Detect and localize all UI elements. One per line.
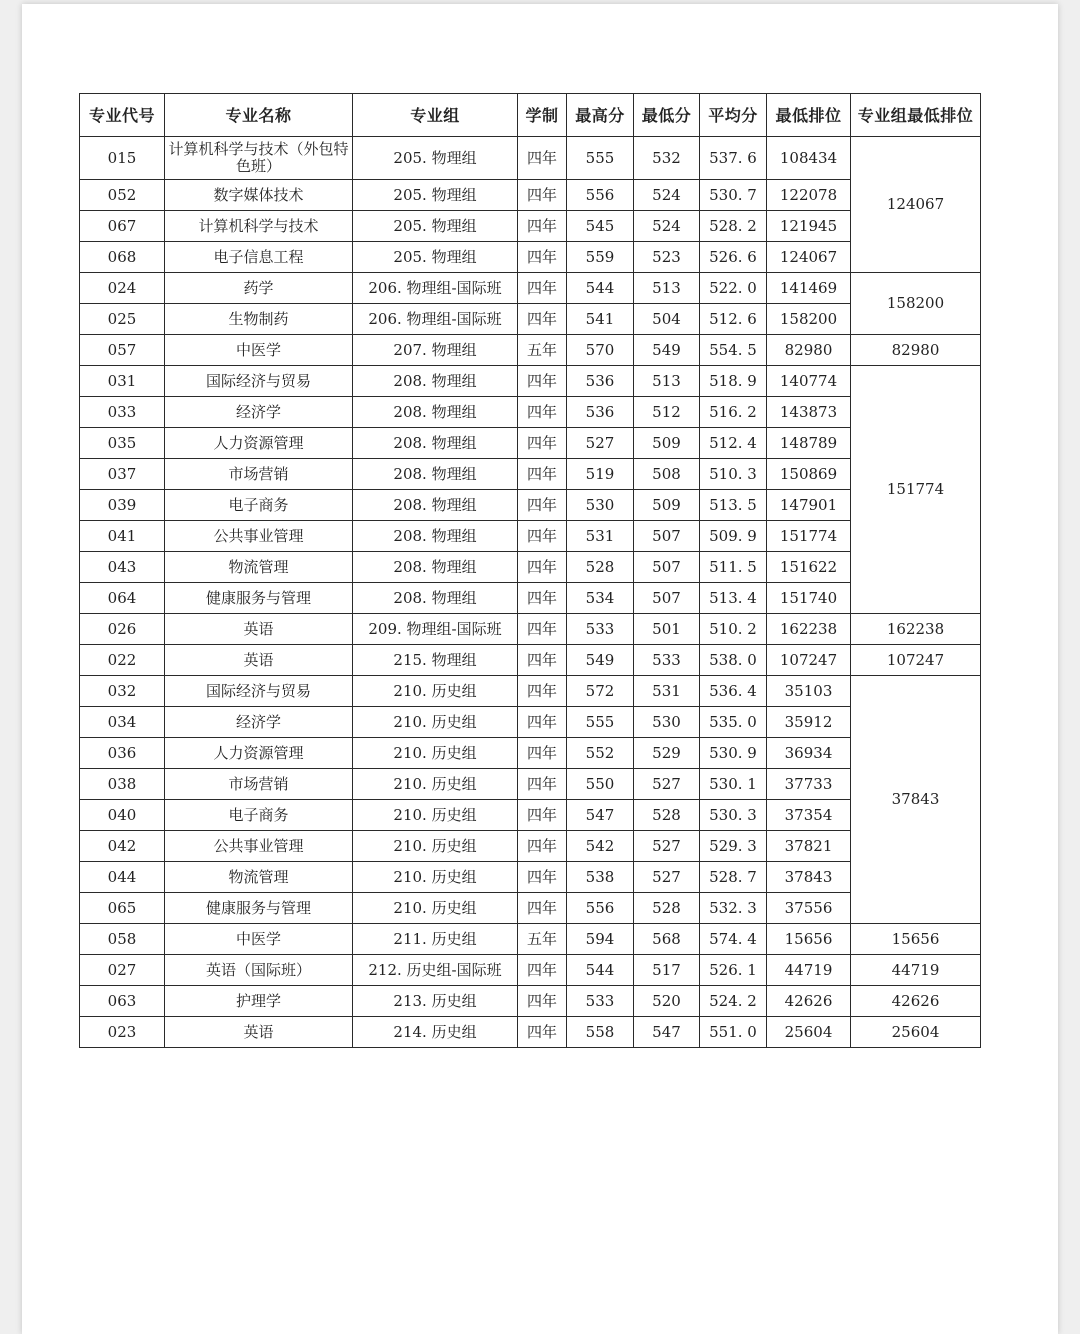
cell-major-code: 043 xyxy=(80,552,165,583)
cell-major-name: 数字媒体技术 xyxy=(165,180,353,211)
cell-duration: 四年 xyxy=(518,614,567,645)
cell-major-group: 209. 物理组-国际班 xyxy=(353,614,518,645)
cell-duration: 四年 xyxy=(518,583,567,614)
cell-major-group: 210. 历史组 xyxy=(353,676,518,707)
cell-min-score: 527 xyxy=(634,862,700,893)
cell-group-min-rank: 25604 xyxy=(851,1017,981,1048)
cell-max-score: 555 xyxy=(567,137,634,180)
cell-major-name: 药学 xyxy=(165,273,353,304)
cell-max-score: 558 xyxy=(567,1017,634,1048)
header-max-score: 最高分 xyxy=(567,94,634,137)
cell-min-score: 530 xyxy=(634,707,700,738)
cell-major-code: 039 xyxy=(80,490,165,521)
cell-min-rank: 148789 xyxy=(767,428,851,459)
cell-major-code: 065 xyxy=(80,893,165,924)
cell-major-name: 市场营销 xyxy=(165,459,353,490)
cell-avg-score: 510. 2 xyxy=(700,614,767,645)
table-row xyxy=(80,862,981,893)
cell-duration: 四年 xyxy=(518,769,567,800)
header-major-group: 专业组 xyxy=(353,94,518,137)
cell-major-code: 058 xyxy=(80,924,165,955)
cell-major-code: 032 xyxy=(80,676,165,707)
cell-duration: 四年 xyxy=(518,180,567,211)
cell-max-score: 536 xyxy=(567,397,634,428)
cell-min-score: 549 xyxy=(634,335,700,366)
cell-duration: 四年 xyxy=(518,831,567,862)
cell-major-code: 037 xyxy=(80,459,165,490)
cell-avg-score: 513. 4 xyxy=(700,583,767,614)
cell-max-score: 556 xyxy=(567,180,634,211)
cell-duration: 四年 xyxy=(518,862,567,893)
cell-major-code: 034 xyxy=(80,707,165,738)
cell-duration: 四年 xyxy=(518,986,567,1017)
cell-avg-score: 551. 0 xyxy=(700,1017,767,1048)
cell-major-group: 212. 历史组-国际班 xyxy=(353,955,518,986)
cell-max-score: 530 xyxy=(567,490,634,521)
cell-major-code: 041 xyxy=(80,521,165,552)
cell-major-code: 057 xyxy=(80,335,165,366)
cell-avg-score: 530. 7 xyxy=(700,180,767,211)
cell-max-score: 534 xyxy=(567,583,634,614)
cell-min-rank: 37733 xyxy=(767,769,851,800)
cell-avg-score: 526. 1 xyxy=(700,955,767,986)
header-duration: 学制 xyxy=(518,94,567,137)
cell-min-score: 508 xyxy=(634,459,700,490)
cell-major-code: 064 xyxy=(80,583,165,614)
cell-avg-score: 538. 0 xyxy=(700,645,767,676)
cell-max-score: 533 xyxy=(567,986,634,1017)
cell-group-min-rank: 107247 xyxy=(851,645,981,676)
cell-max-score: 542 xyxy=(567,831,634,862)
cell-major-name: 中医学 xyxy=(165,335,353,366)
cell-duration: 四年 xyxy=(518,137,567,180)
cell-group-min-rank: 42626 xyxy=(851,986,981,1017)
cell-min-rank: 162238 xyxy=(767,614,851,645)
cell-max-score: 559 xyxy=(567,242,634,273)
cell-avg-score: 530. 1 xyxy=(700,769,767,800)
cell-avg-score: 537. 6 xyxy=(700,137,767,180)
cell-major-name: 国际经济与贸易 xyxy=(165,366,353,397)
cell-min-rank: 82980 xyxy=(767,335,851,366)
table-row xyxy=(80,366,981,397)
cell-min-rank: 37354 xyxy=(767,800,851,831)
cell-major-group: 208. 物理组 xyxy=(353,459,518,490)
cell-duration: 四年 xyxy=(518,707,567,738)
cell-major-code: 022 xyxy=(80,645,165,676)
cell-max-score: 556 xyxy=(567,893,634,924)
table-row xyxy=(80,955,981,986)
cell-max-score: 533 xyxy=(567,614,634,645)
cell-avg-score: 518. 9 xyxy=(700,366,767,397)
table-row xyxy=(80,676,981,707)
cell-avg-score: 526. 6 xyxy=(700,242,767,273)
cell-max-score: 536 xyxy=(567,366,634,397)
cell-major-group: 207. 物理组 xyxy=(353,335,518,366)
cell-major-code: 036 xyxy=(80,738,165,769)
cell-group-min-rank: 82980 xyxy=(851,335,981,366)
cell-major-group: 210. 历史组 xyxy=(353,893,518,924)
cell-min-score: 509 xyxy=(634,428,700,459)
cell-min-score: 533 xyxy=(634,645,700,676)
cell-avg-score: 522. 0 xyxy=(700,273,767,304)
table-row xyxy=(80,1017,981,1048)
cell-max-score: 541 xyxy=(567,304,634,335)
cell-major-name: 英语（国际班） xyxy=(165,955,353,986)
cell-min-rank: 107247 xyxy=(767,645,851,676)
cell-min-score: 517 xyxy=(634,955,700,986)
cell-major-name: 英语 xyxy=(165,1017,353,1048)
cell-major-code: 063 xyxy=(80,986,165,1017)
cell-duration: 四年 xyxy=(518,397,567,428)
cell-major-name: 经济学 xyxy=(165,707,353,738)
cell-major-name: 计算机科学与技术（外包特色班） xyxy=(165,137,353,180)
table-row xyxy=(80,738,981,769)
cell-min-rank: 141469 xyxy=(767,273,851,304)
table-row xyxy=(80,428,981,459)
cell-major-group: 208. 物理组 xyxy=(353,583,518,614)
header-avg-score: 平均分 xyxy=(700,94,767,137)
cell-duration: 四年 xyxy=(518,552,567,583)
cell-major-code: 026 xyxy=(80,614,165,645)
cell-major-name: 物流管理 xyxy=(165,862,353,893)
cell-major-group: 208. 物理组 xyxy=(353,552,518,583)
cell-min-score: 507 xyxy=(634,521,700,552)
cell-max-score: 547 xyxy=(567,800,634,831)
cell-major-group: 205. 物理组 xyxy=(353,211,518,242)
cell-major-group: 208. 物理组 xyxy=(353,490,518,521)
cell-major-group: 210. 历史组 xyxy=(353,738,518,769)
cell-avg-score: 512. 6 xyxy=(700,304,767,335)
cell-major-group: 210. 历史组 xyxy=(353,707,518,738)
table-row xyxy=(80,211,981,242)
table-row xyxy=(80,924,981,955)
table-row xyxy=(80,831,981,862)
cell-min-rank: 35103 xyxy=(767,676,851,707)
cell-min-score: 501 xyxy=(634,614,700,645)
cell-duration: 四年 xyxy=(518,676,567,707)
cell-min-rank: 35912 xyxy=(767,707,851,738)
cell-min-score: 528 xyxy=(634,893,700,924)
cell-avg-score: 516. 2 xyxy=(700,397,767,428)
cell-avg-score: 530. 3 xyxy=(700,800,767,831)
cell-min-rank: 158200 xyxy=(767,304,851,335)
cell-duration: 四年 xyxy=(518,738,567,769)
cell-max-score: 549 xyxy=(567,645,634,676)
cell-major-group: 206. 物理组-国际班 xyxy=(353,304,518,335)
cell-max-score: 572 xyxy=(567,676,634,707)
cell-min-rank: 121945 xyxy=(767,211,851,242)
cell-min-rank: 143873 xyxy=(767,397,851,428)
cell-min-score: 529 xyxy=(634,738,700,769)
cell-major-group: 205. 物理组 xyxy=(353,242,518,273)
table-row xyxy=(80,137,981,180)
header-major-name: 专业名称 xyxy=(165,94,353,137)
cell-group-min-rank: 151774 xyxy=(851,366,981,614)
header-major-code: 专业代号 xyxy=(80,94,165,137)
cell-avg-score: 536. 4 xyxy=(700,676,767,707)
cell-group-min-rank: 44719 xyxy=(851,955,981,986)
cell-major-code: 038 xyxy=(80,769,165,800)
cell-min-rank: 25604 xyxy=(767,1017,851,1048)
cell-min-rank: 150869 xyxy=(767,459,851,490)
cell-major-code: 027 xyxy=(80,955,165,986)
cell-min-score: 527 xyxy=(634,831,700,862)
cell-major-name: 健康服务与管理 xyxy=(165,893,353,924)
table-row xyxy=(80,800,981,831)
cell-major-name: 电子商务 xyxy=(165,490,353,521)
cell-avg-score: 574. 4 xyxy=(700,924,767,955)
cell-group-min-rank: 37843 xyxy=(851,676,981,924)
cell-major-name: 经济学 xyxy=(165,397,353,428)
cell-min-score: 509 xyxy=(634,490,700,521)
table-row xyxy=(80,769,981,800)
cell-duration: 四年 xyxy=(518,428,567,459)
cell-min-score: 507 xyxy=(634,552,700,583)
cell-max-score: 527 xyxy=(567,428,634,459)
cell-major-name: 健康服务与管理 xyxy=(165,583,353,614)
table-header-row xyxy=(80,94,981,137)
table-row xyxy=(80,397,981,428)
cell-major-group: 210. 历史组 xyxy=(353,769,518,800)
cell-max-score: 528 xyxy=(567,552,634,583)
cell-avg-score: 528. 7 xyxy=(700,862,767,893)
cell-major-name: 英语 xyxy=(165,645,353,676)
cell-duration: 四年 xyxy=(518,893,567,924)
cell-min-score: 504 xyxy=(634,304,700,335)
table-row xyxy=(80,335,981,366)
cell-duration: 四年 xyxy=(518,366,567,397)
cell-duration: 四年 xyxy=(518,800,567,831)
cell-major-group: 208. 物理组 xyxy=(353,397,518,428)
cell-min-rank: 147901 xyxy=(767,490,851,521)
cell-major-name: 护理学 xyxy=(165,986,353,1017)
cell-major-group: 215. 物理组 xyxy=(353,645,518,676)
cell-group-min-rank: 162238 xyxy=(851,614,981,645)
table-row xyxy=(80,242,981,273)
table-row xyxy=(80,583,981,614)
cell-major-code: 023 xyxy=(80,1017,165,1048)
cell-major-code: 035 xyxy=(80,428,165,459)
cell-duration: 四年 xyxy=(518,242,567,273)
cell-max-score: 594 xyxy=(567,924,634,955)
cell-major-group: 206. 物理组-国际班 xyxy=(353,273,518,304)
cell-major-name: 电子商务 xyxy=(165,800,353,831)
cell-major-group: 205. 物理组 xyxy=(353,137,518,180)
header-min-rank: 最低排位 xyxy=(767,94,851,137)
table-row xyxy=(80,986,981,1017)
cell-avg-score: 513. 5 xyxy=(700,490,767,521)
cell-max-score: 550 xyxy=(567,769,634,800)
cell-major-name: 人力资源管理 xyxy=(165,428,353,459)
cell-min-rank: 37556 xyxy=(767,893,851,924)
cell-major-name: 国际经济与贸易 xyxy=(165,676,353,707)
cell-min-rank: 37843 xyxy=(767,862,851,893)
cell-major-group: 208. 物理组 xyxy=(353,521,518,552)
cell-major-group: 210. 历史组 xyxy=(353,862,518,893)
cell-avg-score: 528. 2 xyxy=(700,211,767,242)
cell-min-rank: 140774 xyxy=(767,366,851,397)
cell-min-rank: 122078 xyxy=(767,180,851,211)
cell-duration: 四年 xyxy=(518,521,567,552)
cell-major-code: 042 xyxy=(80,831,165,862)
cell-min-rank: 15656 xyxy=(767,924,851,955)
cell-major-name: 中医学 xyxy=(165,924,353,955)
cell-min-score: 520 xyxy=(634,986,700,1017)
cell-avg-score: 529. 3 xyxy=(700,831,767,862)
cell-major-name: 电子信息工程 xyxy=(165,242,353,273)
cell-duration: 四年 xyxy=(518,955,567,986)
cell-avg-score: 532. 3 xyxy=(700,893,767,924)
cell-min-rank: 151774 xyxy=(767,521,851,552)
cell-min-rank: 36934 xyxy=(767,738,851,769)
cell-max-score: 538 xyxy=(567,862,634,893)
table-row xyxy=(80,304,981,335)
cell-min-rank: 108434 xyxy=(767,137,851,180)
cell-major-group: 208. 物理组 xyxy=(353,428,518,459)
cell-major-name: 英语 xyxy=(165,614,353,645)
cell-major-name: 市场营销 xyxy=(165,769,353,800)
cell-major-group: 214. 历史组 xyxy=(353,1017,518,1048)
cell-max-score: 544 xyxy=(567,955,634,986)
cell-max-score: 544 xyxy=(567,273,634,304)
table-row xyxy=(80,893,981,924)
cell-min-score: 512 xyxy=(634,397,700,428)
cell-min-score: 524 xyxy=(634,180,700,211)
table-row xyxy=(80,490,981,521)
cell-duration: 四年 xyxy=(518,211,567,242)
cell-avg-score: 554. 5 xyxy=(700,335,767,366)
cell-max-score: 570 xyxy=(567,335,634,366)
cell-avg-score: 512. 4 xyxy=(700,428,767,459)
cell-max-score: 545 xyxy=(567,211,634,242)
cell-group-min-rank: 158200 xyxy=(851,273,981,335)
cell-group-min-rank: 15656 xyxy=(851,924,981,955)
table-row xyxy=(80,273,981,304)
cell-major-group: 211. 历史组 xyxy=(353,924,518,955)
cell-max-score: 531 xyxy=(567,521,634,552)
cell-min-score: 528 xyxy=(634,800,700,831)
cell-duration: 四年 xyxy=(518,490,567,521)
cell-min-rank: 151740 xyxy=(767,583,851,614)
table-row xyxy=(80,459,981,490)
table-row xyxy=(80,180,981,211)
header-group-min-rank: 专业组最低排位 xyxy=(851,94,981,137)
cell-avg-score: 535. 0 xyxy=(700,707,767,738)
cell-duration: 四年 xyxy=(518,1017,567,1048)
cell-duration: 五年 xyxy=(518,924,567,955)
cell-major-name: 物流管理 xyxy=(165,552,353,583)
cell-min-score: 568 xyxy=(634,924,700,955)
cell-min-score: 547 xyxy=(634,1017,700,1048)
cell-min-score: 523 xyxy=(634,242,700,273)
cell-avg-score: 509. 9 xyxy=(700,521,767,552)
table-row xyxy=(80,614,981,645)
cell-major-name: 公共事业管理 xyxy=(165,521,353,552)
cell-min-score: 531 xyxy=(634,676,700,707)
cell-avg-score: 530. 9 xyxy=(700,738,767,769)
cell-avg-score: 524. 2 xyxy=(700,986,767,1017)
header-min-score: 最低分 xyxy=(634,94,700,137)
cell-major-group: 213. 历史组 xyxy=(353,986,518,1017)
cell-major-code: 033 xyxy=(80,397,165,428)
cell-min-rank: 44719 xyxy=(767,955,851,986)
cell-min-rank: 37821 xyxy=(767,831,851,862)
cell-duration: 四年 xyxy=(518,459,567,490)
cell-major-code: 040 xyxy=(80,800,165,831)
cell-max-score: 519 xyxy=(567,459,634,490)
cell-min-score: 513 xyxy=(634,273,700,304)
cell-min-score: 513 xyxy=(634,366,700,397)
cell-major-name: 公共事业管理 xyxy=(165,831,353,862)
cell-min-score: 524 xyxy=(634,211,700,242)
cell-duration: 五年 xyxy=(518,335,567,366)
cell-major-code: 031 xyxy=(80,366,165,397)
cell-max-score: 555 xyxy=(567,707,634,738)
cell-min-score: 527 xyxy=(634,769,700,800)
cell-avg-score: 510. 3 xyxy=(700,459,767,490)
cell-duration: 四年 xyxy=(518,304,567,335)
cell-major-name: 人力资源管理 xyxy=(165,738,353,769)
cell-major-code: 044 xyxy=(80,862,165,893)
cell-major-name: 计算机科学与技术 xyxy=(165,211,353,242)
cell-min-rank: 42626 xyxy=(767,986,851,1017)
cell-major-code: 068 xyxy=(80,242,165,273)
cell-min-rank: 124067 xyxy=(767,242,851,273)
cell-min-rank: 151622 xyxy=(767,552,851,583)
cell-major-code: 067 xyxy=(80,211,165,242)
cell-max-score: 552 xyxy=(567,738,634,769)
cell-avg-score: 511. 5 xyxy=(700,552,767,583)
cell-major-group: 210. 历史组 xyxy=(353,800,518,831)
cell-major-name: 生物制药 xyxy=(165,304,353,335)
cell-min-score: 507 xyxy=(634,583,700,614)
cell-major-code: 052 xyxy=(80,180,165,211)
table-row xyxy=(80,707,981,738)
table-body xyxy=(80,137,981,1048)
table-row xyxy=(80,552,981,583)
cell-major-code: 015 xyxy=(80,137,165,180)
table-row xyxy=(80,521,981,552)
admission-score-table xyxy=(79,93,981,1048)
cell-min-score: 532 xyxy=(634,137,700,180)
cell-group-min-rank: 124067 xyxy=(851,137,981,273)
cell-major-group: 208. 物理组 xyxy=(353,366,518,397)
cell-major-code: 024 xyxy=(80,273,165,304)
cell-major-group: 210. 历史组 xyxy=(353,831,518,862)
cell-major-group: 205. 物理组 xyxy=(353,180,518,211)
cell-major-code: 025 xyxy=(80,304,165,335)
cell-duration: 四年 xyxy=(518,645,567,676)
table-row xyxy=(80,645,981,676)
cell-duration: 四年 xyxy=(518,273,567,304)
